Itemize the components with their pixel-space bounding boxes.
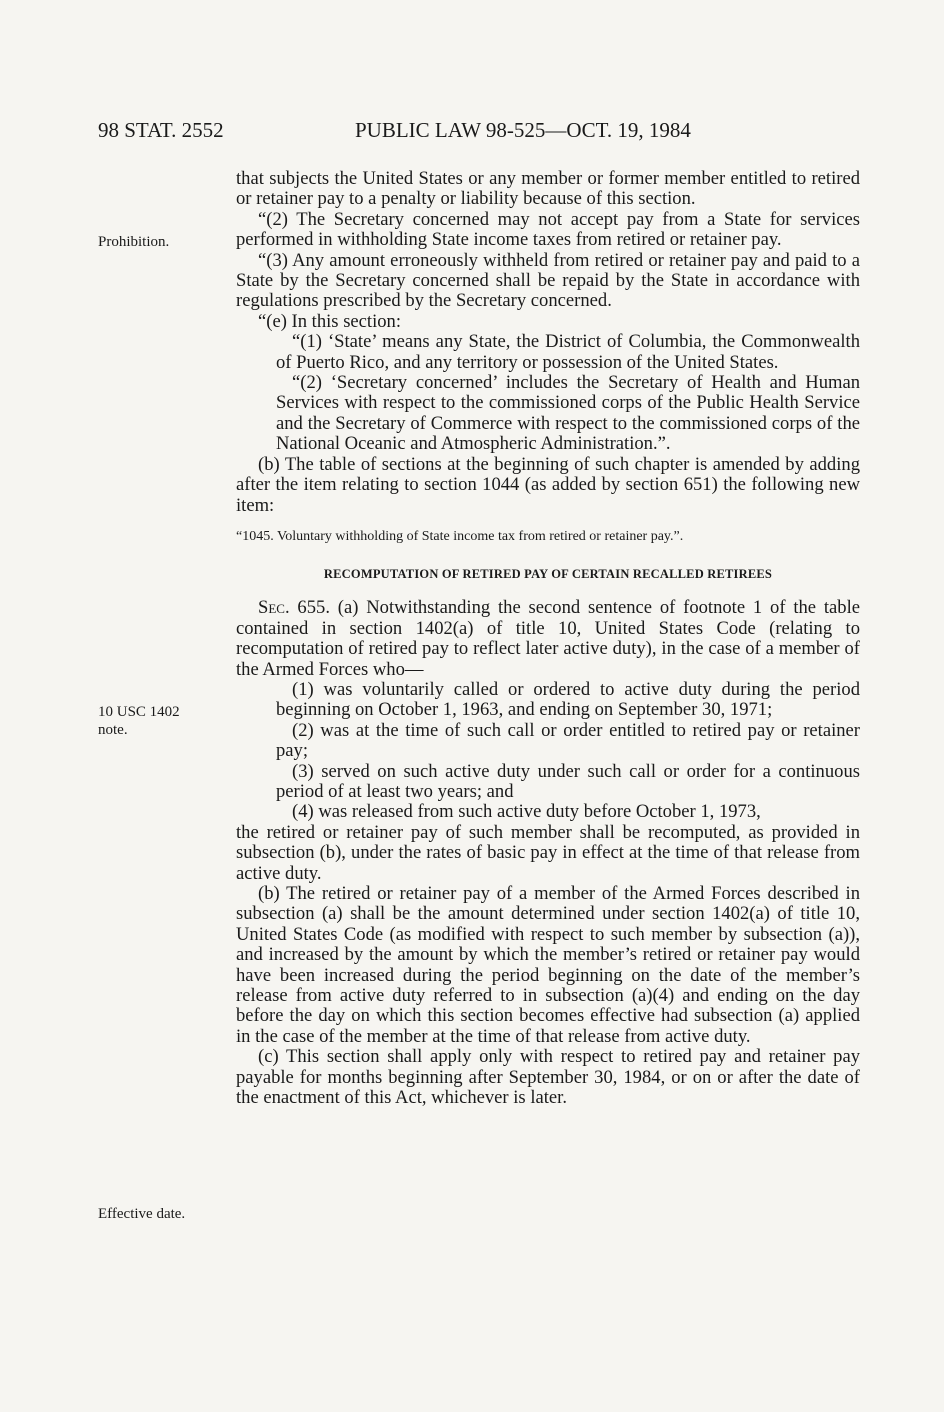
page-title: PUBLIC LAW 98-525—OCT. 19, 1984 — [355, 118, 691, 142]
paragraph: the retired or retainer pay of such member shall be recomputed, as provided in subsection (b), under the rates of basic pay in effect at the time of that release from active duty. — [236, 821, 860, 884]
section-label: Sec. — [258, 597, 290, 619]
paragraph: “(e) In this section: — [258, 310, 402, 332]
paragraph: (b) The table of sections at the beginning of such chapter is amended by adding after the item relating to section 1044 (as added by section 651) the following new item: — [236, 453, 860, 516]
margin-note-effective-date: Effective date. — [98, 1206, 186, 1222]
list-item-text: (2) was at the time of such call or order entitled to retired pay or retainer pay; — [276, 719, 860, 762]
margin-note-prohibition: Prohibition. — [98, 234, 170, 250]
stat-reference: 98 STAT. 2552 — [98, 118, 224, 142]
paragraph: (c) This section shall apply only with respect to retired pay and retainer pay payable for months beginning after September 30, 1984, or on or after the date of the enactment of this Act, whichever is later. — [236, 1046, 860, 1109]
paragraph: “(2) The Secretary concerned may not accept pay from a State for services performed in withholding State income taxes from retired or retainer pay. — [236, 208, 860, 251]
paragraph: (b) The retired or retainer pay of a member of the Armed Forces described in subsection (a) shall be the amount determined under section 1402(a) of title 10, United States Code (as modified with respect to such member by subsection (a)), and increased by the amount by which the member’s retired or retainer pay would have been increased during the period beginning on the date of the member’s release from active duty referred to in subsection (a)(4) and ending on the day before the day on which this section becomes effective had subsection (a) applied in the case of the member at the time of that release from active duty. — [236, 883, 860, 1047]
paragraph: that subjects the United States or any member or former member entitled to retired or retainer pay to a penalty or liability because of this section. — [236, 168, 860, 210]
paragraph — [236, 332, 860, 373]
definition-state: “(1) ‘State’ means any State, the District of Columbia, the Commonwealth of Puerto Rico, and any territory or possession of the United States. — [276, 331, 860, 373]
definition-secretary: “(2) ‘Secretary concerned’ includes the Secretary of Health and Human Services with respect to the commissioned corps of the Public Health Service and the Secretary of Commerce with respect to the commissioned corps of the National Oceanic and Atmospheric Administration.”. — [276, 372, 860, 455]
paragraph: “(3) Any amount erroneously withheld from retired or retainer pay and paid to a State by the Secretary concerned shall be repaid by the State in accordance with regulations prescribed by the Secretary concerned. — [236, 249, 860, 312]
statute-body — [236, 169, 860, 1108]
list-item — [236, 762, 860, 803]
paragraph — [236, 373, 860, 455]
page-header — [0, 118, 944, 148]
list-item-text: (1) was voluntarily called or ordered to active duty during the period beginning on October 1, 1963, and ending on September 30, 1971; — [276, 678, 860, 721]
list-item-text: (3) served on such active duty under such call or order for a continuous period of at least two years; and — [276, 760, 860, 802]
margin-note-usc-line2: note. — [98, 722, 128, 738]
list-item — [236, 680, 860, 721]
paragraph — [236, 598, 860, 680]
margin-note-usc — [98, 703, 180, 739]
list-item-text: (4) was released from such active duty before October 1, 1973, — [292, 801, 761, 823]
section-text: 655. (a) Notwithstanding the second sentence of footnote 1 of the table contained in section 1402(a) of title 10, United States Code (relating to recomputation of retired pay to reflect later active duty), in the case of a member of the Armed Forces who— — [236, 597, 860, 680]
margin-note-usc-line1: 10 USC 1402 — [98, 704, 180, 720]
new-table-item: “1045. Voluntary withholding of State income tax from retired or retainer pay.”. — [236, 528, 684, 544]
list-item — [236, 721, 860, 762]
section-heading: RECOMPUTATION OF RETIRED PAY OF CERTAIN RECALLED RETIREES — [323, 566, 773, 581]
list-item — [236, 802, 860, 822]
